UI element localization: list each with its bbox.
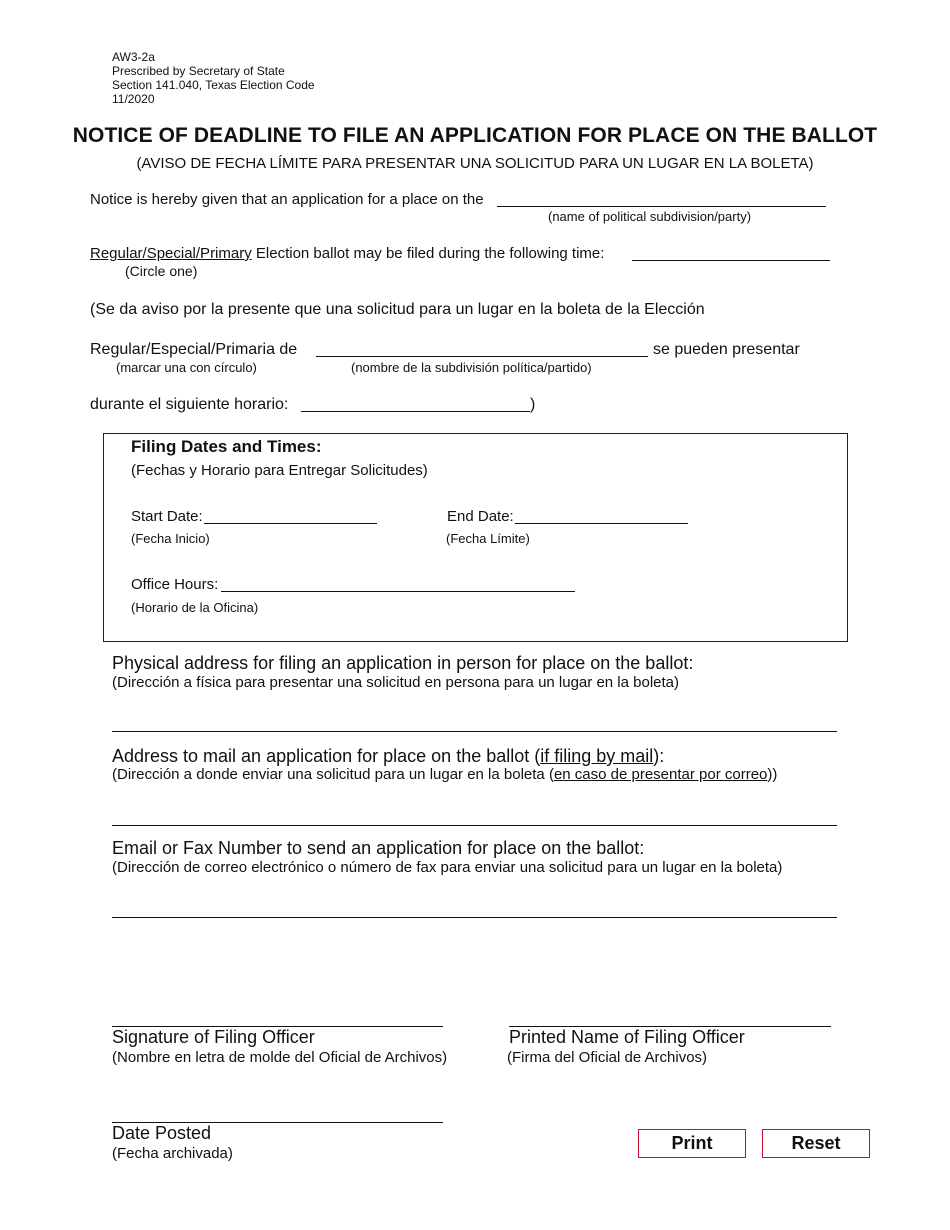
filing-time-field[interactable] — [632, 260, 830, 261]
spanish-subdivision-caption: (nombre de la subdivisión política/partido) — [351, 360, 592, 375]
start-date-field[interactable] — [204, 523, 377, 524]
signature-caption: (Nombre en letra de molde del Oficial de Archivos) — [112, 1049, 448, 1066]
prescribed-by: Prescribed by Secretary of State — [112, 64, 285, 78]
spanish-notice-line-2-start: Regular/Especial/Primaria de — [90, 341, 298, 358]
start-date-caption: (Fecha Inicio) — [131, 531, 210, 546]
filing-box-subtitle: (Fechas y Horario para Entregar Solicitudes) — [131, 462, 428, 479]
office-hours-field[interactable] — [221, 591, 575, 592]
office-hours-label: Office Hours: — [131, 576, 219, 593]
election-code-section: Section 141.040, Texas Election Code — [112, 78, 315, 92]
date-posted-label: Date Posted — [112, 1123, 212, 1143]
mail-address-field[interactable] — [112, 825, 837, 826]
signature-label: Signature of Filing Officer — [112, 1027, 315, 1047]
election-type-options[interactable]: Regular/Special/Primary — [90, 245, 252, 262]
physical-address-field[interactable] — [112, 731, 837, 732]
mail-address-caption-start: (Dirección a donde enviar una solicitud para un lugar en la boleta ( — [112, 766, 554, 783]
spanish-notice-line-3: durante el siguiente horario: — [90, 396, 289, 413]
email-fax-caption: (Dirección de correo electrónico o número de fax para enviar una solicitud para un lugar en la boleta) — [112, 859, 783, 876]
page-title: NOTICE OF DEADLINE TO FILE AN APPLICATION FOR PLACE ON THE BALLOT — [72, 124, 878, 147]
form-id: AW3-2a — [112, 50, 155, 64]
notice-line-1: Notice is hereby given that an application for a place on the — [90, 191, 484, 208]
end-date-caption: (Fecha Límite) — [446, 531, 530, 546]
start-date-label: Start Date: — [131, 508, 203, 525]
printed-name-label: Printed Name of Filing Officer — [509, 1027, 745, 1047]
email-fax-field[interactable] — [112, 917, 837, 918]
spanish-notice-close-paren: ) — [530, 396, 536, 413]
spanish-subdivision-field[interactable] — [316, 356, 648, 357]
reset-button[interactable]: Reset — [762, 1129, 870, 1158]
date-posted-caption: (Fecha archivada) — [112, 1145, 233, 1162]
office-hours-caption: (Horario de la Oficina) — [131, 600, 259, 615]
mail-address-caption-underlined: en caso de presentar por correo — [553, 766, 768, 783]
printed-name-caption: (Firma del Oficial de Archivos) — [507, 1049, 708, 1066]
mail-address-label-underlined: if filing by mail — [540, 746, 654, 766]
print-button[interactable]: Print — [638, 1129, 746, 1158]
circle-one-caption: (Circle one) — [125, 263, 198, 279]
spanish-schedule-field[interactable] — [301, 411, 530, 412]
physical-address-caption: (Dirección a física para presentar una solicitud en persona para un lugar en la boleta) — [112, 674, 679, 691]
spanish-circle-caption: (marcar una con círculo) — [116, 360, 257, 375]
filing-box-title: Filing Dates and Times: — [131, 437, 322, 456]
email-fax-label: Email or Fax Number to send an application for place on the ballot: — [112, 838, 645, 858]
end-date-field[interactable] — [515, 523, 688, 524]
form-date: 11/2020 — [112, 92, 155, 106]
mail-address-label-end: ): — [653, 746, 665, 766]
political-subdivision-caption: (name of political subdivision/party) — [548, 209, 752, 224]
mail-address-caption — [112, 766, 777, 783]
mail-address-caption-end: )) — [767, 766, 778, 783]
spanish-notice-line-1: (Se da aviso por la presente que una solicitud para un lugar en la boleta de la Elección — [90, 301, 705, 318]
page-subtitle: (AVISO DE FECHA LÍMITE PARA PRESENTAR UNA SOLICITUD PARA UN LUGAR EN LA BOLETA) — [136, 155, 814, 172]
mail-address-label — [112, 746, 664, 767]
spanish-notice-line-2-end: se pueden presentar — [653, 341, 800, 358]
end-date-label: End Date: — [447, 508, 514, 525]
political-subdivision-field[interactable] — [497, 206, 826, 207]
mail-address-label-start: Address to mail an application for place on the ballot ( — [112, 746, 541, 766]
notice-line-2-text: Election ballot may be filed during the following time: — [251, 245, 605, 262]
notice-line-2 — [90, 245, 604, 262]
physical-address-label: Physical address for filing an application in person for place on the ballot: — [112, 653, 694, 673]
